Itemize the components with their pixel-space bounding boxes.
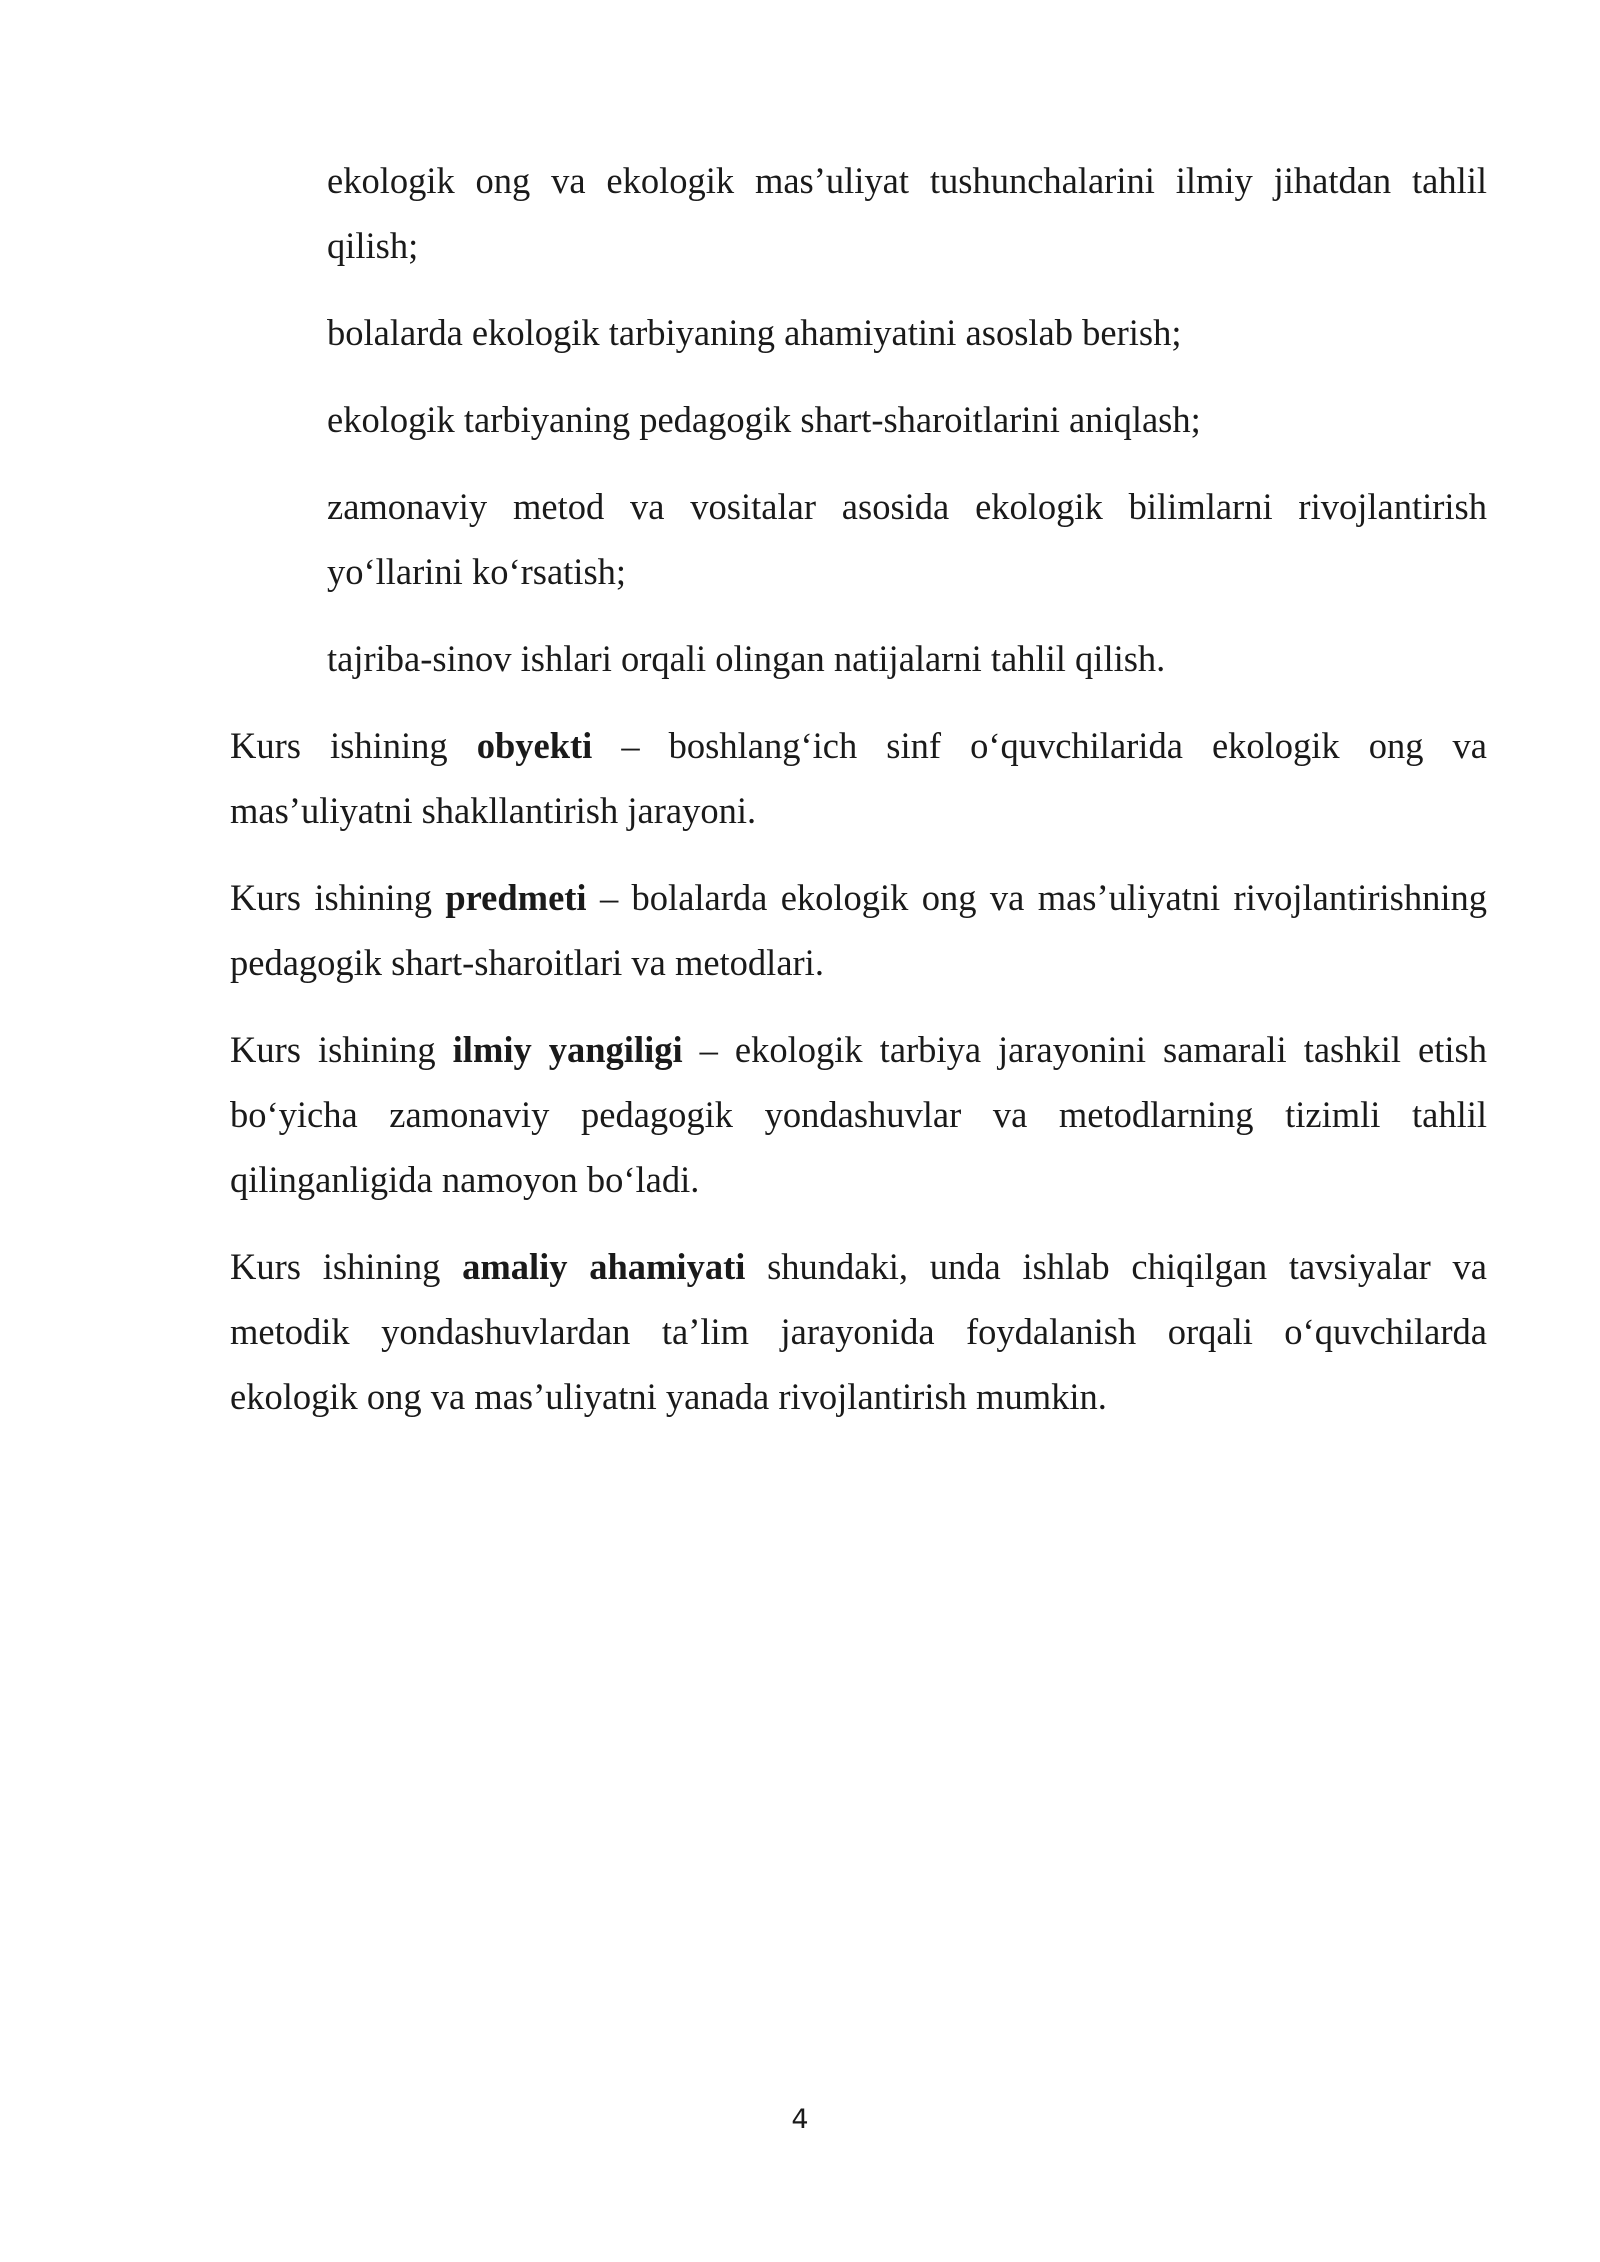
subject-paragraph [230,865,1487,995]
task-item: ekologik ong va ekologik mas’uliyat tushunchalarini ilmiy jihatdan tahlil qilish; [327,160,1487,266]
practical-significance-term: amaliy ahamiyati [462,1246,746,1287]
novelty-paragraph [230,1017,1487,1212]
object-paragraph [230,713,1487,843]
paragraph-text: – boshlang‘ich sinf o‘quvchilarida ekologik ong va mas’uliyatni shakllantirish jarayoni. [230,725,1487,831]
practical-significance-paragraph [230,1234,1487,1429]
subject-term: predmeti [445,877,587,918]
paragraph-prefix: Kurs ishining [230,877,446,918]
paragraph-prefix: Kurs ishining [230,725,477,766]
task-item: ekologik tarbiyaning pedagogik shart-sharoitlarini aniqlash; [327,399,1201,440]
paragraph-prefix: Kurs ishining [230,1029,453,1070]
object-term: obyekti [476,725,593,766]
paragraph-prefix: Kurs ishining [230,1246,463,1287]
page-number: 4 [791,2104,809,2135]
task-item: tajriba-sinov ishlari orqali olingan natijalarni tahlil qilish. [327,638,1166,679]
novelty-term: ilmiy yangiligi [452,1029,683,1070]
page-body [230,148,1487,1429]
paragraph-text: – ekologik tarbiya jarayonini samarali tashkil etish bo‘yicha zamonaviy pedagogik yondashuvlar va metodlarning tizimli tahlil qilinganligida namoyon bo‘ladi. [230,1029,1487,1200]
paragraph-text: – bolalarda ekologik ong va mas’uliyatni rivojlantirishning pedagogik shart-sharoitlari va metodlari. [230,877,1487,983]
task-item: zamonaviy metod va vositalar asosida ekologik bilimlarni rivojlantirish yo‘llarini ko‘rsatish; [327,486,1487,592]
task-item: bolalarda ekologik tarbiyaning ahamiyatini asoslab berish; [327,312,1182,353]
paragraph-text: shundaki, unda ishlab chiqilgan tavsiyalar va metodik yondashuvlardan ta’lim jarayonida foydalanish orqali o‘quvchilarda ekologik ong va mas’uliyatni yanada rivojlantirish mumkin. [230,1246,1487,1417]
